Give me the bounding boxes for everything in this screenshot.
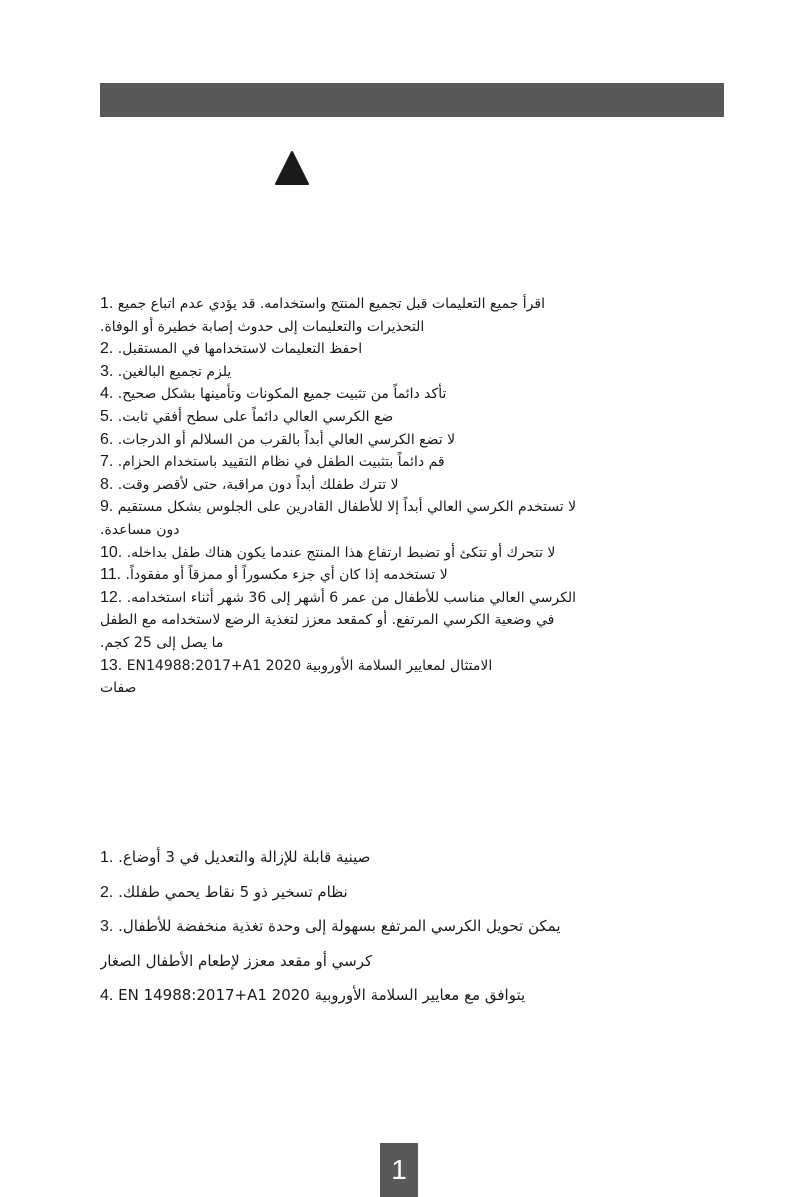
warning-line: 3. يلزم تجميع البالغين. xyxy=(100,362,232,380)
feature-line: كرسي أو مقعد معزز لإطعام الأطفال الصغار xyxy=(100,951,373,970)
warning-line: 12. الكرسي العالي مناسب للأطفال من عمر 6 أشهر إلى 36 شهر أثناء استخدامه. xyxy=(100,588,577,606)
section-heading-features: صفات xyxy=(100,680,137,697)
warning-line: التحذيرات والتعليمات إلى حدوث إصابة خطيرة أو الوفاة. xyxy=(100,318,425,335)
warning-line: 7. قم دائماً بتثبيت الطفل في نظام التقييد باستخدام الحزام. xyxy=(100,453,445,471)
warning-line: في وضعية الكرسي المرتفع. أو كمقعد معزز لتغذية الرضع لاستخدامه مع الطفل xyxy=(100,612,555,629)
warning-line: 6. لا تضع الكرسي العالي أبداً بالقرب من السلالم أو الدرجات. xyxy=(100,430,456,448)
feature-line: 3. يمكن تحويل الكرسي المرتفع بسهولة إلى وحدة تغذية منخفضة للأطفال. xyxy=(100,917,561,935)
warning-line: 8. لا تترك طفلك أبداً دون مراقبة، حتى لأقصر وقت. xyxy=(100,475,399,493)
page-number: 1 xyxy=(380,1143,418,1197)
warning-line: 11. لا تستخدمه إذا كان أي جزء مكسوراً أو ممزقاً أو مفقوداً. xyxy=(100,566,448,584)
header-bar xyxy=(100,83,724,117)
warning-line: 2. احفظ التعليمات لاستخدامها في المستقبل. xyxy=(100,340,363,358)
features-list xyxy=(100,846,724,1019)
warning-line: 13. الامتثال لمعايير السلامة الأوروبية EN14988:2017+A1 2020 xyxy=(100,656,493,674)
warning-line: دون مساعدة. xyxy=(100,521,180,538)
warning-line: 10. لا تتحرك أو تتكئ أو تضبط ارتفاع هذا المنتج عندما يكون هناك طفل بداخله. xyxy=(100,543,556,561)
feature-line: 2. نظام تسخير ذو 5 نقاط يحمي طفلك. xyxy=(100,882,348,901)
warning-line: 4. تأكد دائماً من تثبيت جميع المكونات وتأمينها بشكل صحيح. xyxy=(100,385,447,403)
warning-line: 1. اقرأ جميع التعليمات قبل تجميع المنتج واستخدامه. قد يؤدي عدم اتباع جميع xyxy=(100,295,545,312)
warning-line: ما يصل إلى 25 كجم. xyxy=(100,634,224,651)
feature-line: 4. يتوافق مع معايير السلامة الأوروبية EN 14988:2017+A1 2020 xyxy=(100,986,526,1004)
warning-line: 9. لا تستخدم الكرسي العالي أبداً إلا للأطفال القادرين على الجلوس بشكل مستقيم xyxy=(100,498,577,516)
warning-triangle-icon xyxy=(274,150,310,186)
feature-line: 1. صينية قابلة للإزالة والتعديل في 3 أوضاع. xyxy=(100,848,371,866)
warning-line: 5. ضع الكرسي العالي دائماً على سطح أفقي ثابت. xyxy=(100,407,394,425)
warnings-list xyxy=(100,293,724,700)
